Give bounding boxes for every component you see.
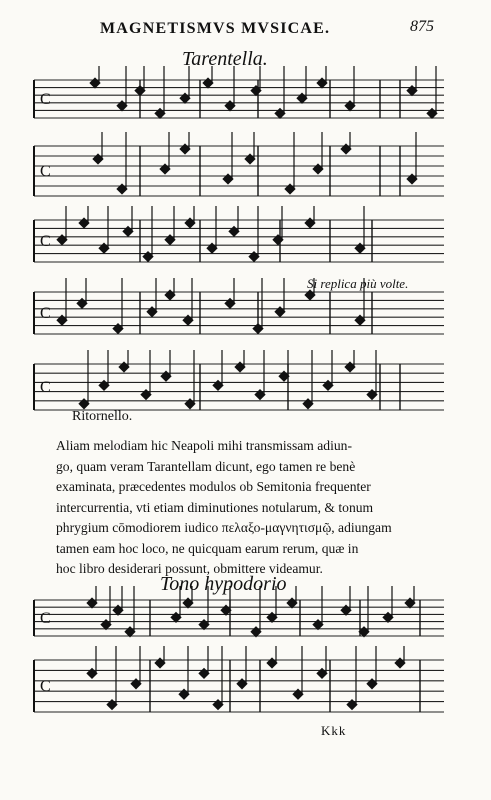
- latin-paragraph: [56, 436, 432, 580]
- clef-icon: C: [40, 610, 51, 627]
- running-title: MAGNETISMVS MVSICAE.: [100, 20, 331, 37]
- paragraph-line: go, quam veram Tarantellam dicunt, ego tamen re benè: [56, 458, 356, 474]
- clef-icon: C: [40, 379, 51, 396]
- paragraph-line: Aliam melodiam hic Neapoli mihi transmissam adiun-: [56, 438, 352, 453]
- ritornello-label: Ritornello.: [72, 409, 133, 424]
- section-title-tarentella: Tarentella.: [182, 48, 268, 70]
- page-number: 875: [410, 18, 434, 35]
- clef-icon: C: [40, 91, 51, 108]
- section-title-tono-hypodorio: Tono hypodorio: [160, 573, 287, 595]
- paragraph-line: intercurrentia, vti etiam diminutiones notularum, & tonum: [56, 499, 374, 515]
- clef-icon: C: [40, 305, 51, 322]
- paragraph-line: phrygium cōmodiorem iudico πελαξο-μαγνητισμῷ, adiungam: [56, 520, 392, 535]
- clef-icon: C: [40, 233, 51, 250]
- clef-icon: C: [40, 163, 51, 180]
- clef-icon: C: [40, 678, 51, 695]
- paragraph-line: hoc libro desiderari possunt, obmittere videamur.: [56, 561, 323, 576]
- replica-caption: Si replica più volte.: [307, 276, 409, 291]
- signature-mark: Kkk: [321, 723, 347, 738]
- paragraph-line: tamen eam hoc loco, ne quicquam earum rerum, quæ in: [56, 540, 359, 556]
- paragraph-line: examinata, præcedentes modulos ob Semitonia frequenter: [56, 479, 371, 494]
